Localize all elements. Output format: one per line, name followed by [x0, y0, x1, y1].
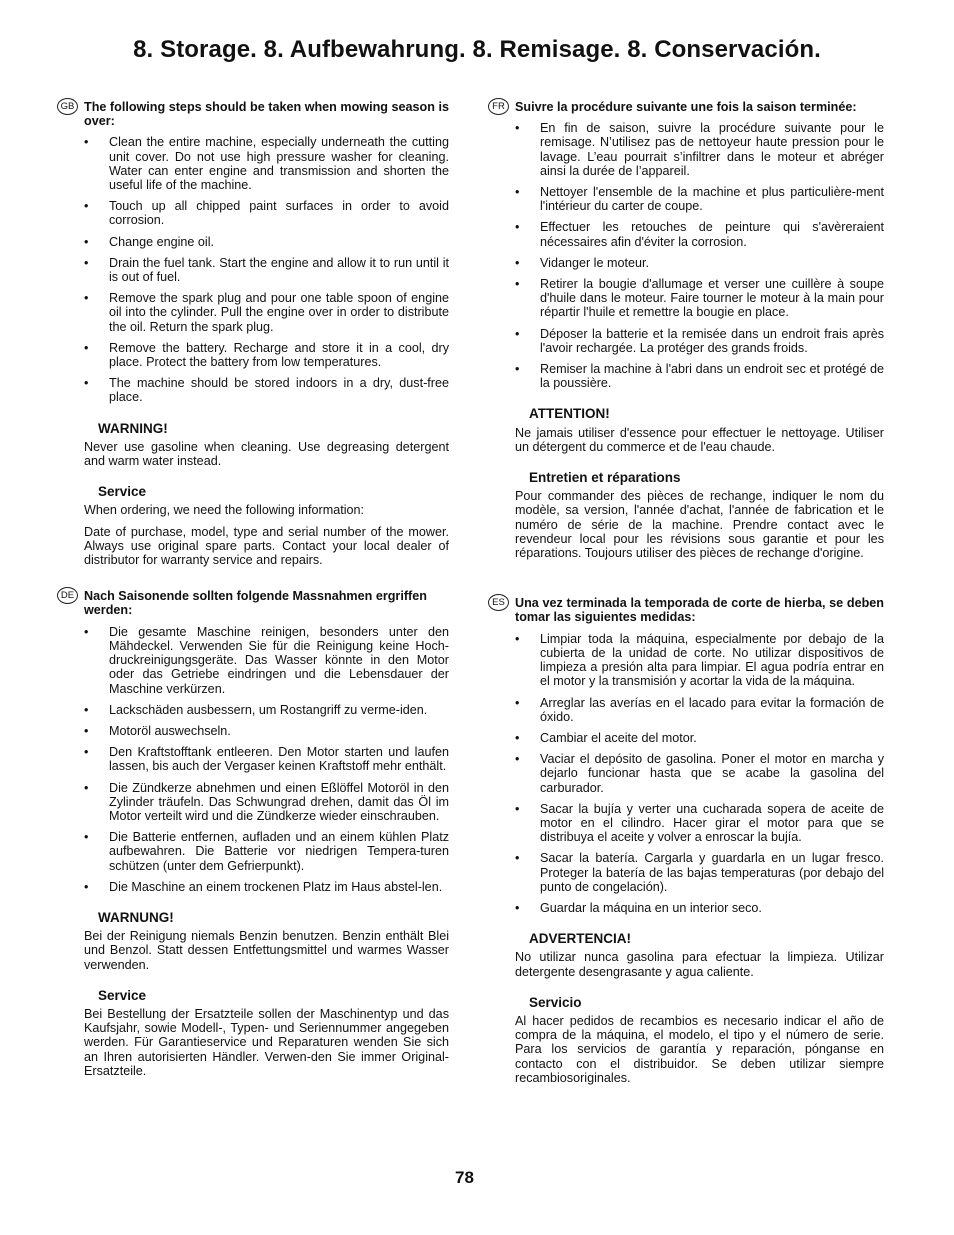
language-badge-de: DE — [57, 587, 78, 604]
section-de — [60, 589, 449, 1078]
service-paragraph: When ordering, we need the following information: — [84, 503, 365, 518]
list-item: • Vidanger le moteur. — [515, 256, 884, 270]
section-gb — [60, 100, 449, 568]
service-paragraph: Date of purchase, model, type and serial number of the mower. Always use original spare parts. Contact your local dealer of distributor for warranty service and repairs. — [84, 524, 449, 568]
language-badge-gb: GB — [57, 98, 78, 115]
page-title: 8. Storage. 8. Aufbewahrung. 8. Remisage. 8. Conservación. — [133, 36, 821, 63]
list-item: • Remove the spark plug and pour one table spoon of engine oil into the cylinder. Pull the engine over in order to distribute the oil. Return the spark plug. — [84, 291, 449, 334]
list-item: • Drain the fuel tank. Start the engine and allow it to run until it is out of fuel. — [84, 256, 449, 284]
service-heading: Entretien et réparations — [529, 470, 681, 486]
list-item: • Die gesamte Maschine reinigen, besonders unter den Mähdeckel. Verwenden Sie für die Reinigung keine Hoch-druckreinigungsgeräte. Das Wasser könnte in den Motor oder das Getriebe eindringen und die Lebensdauer der Maschine verkürzen. — [84, 625, 449, 696]
warning-heading: WARNING! — [98, 420, 168, 436]
list-item: • Den Kraftstofftank entleeren. Den Motor starten und laufen lassen, bis auch der Vergaser keinen Kraftstoff mehr enthält. — [84, 745, 449, 773]
section-es — [492, 596, 884, 1085]
steps-list — [515, 121, 884, 390]
warning-heading: WARNUNG! — [98, 909, 174, 925]
steps-list — [84, 625, 449, 894]
list-item: • Remove the battery. Recharge and store it in a cool, dry place. Protect the battery from low temperatures. — [84, 341, 449, 369]
section-intro: Una vez terminada la temporada de corte de hierba, se deben tomar las siguientes medidas: — [515, 596, 884, 625]
list-item: • Vaciar el depósito de gasolina. Poner el motor en marcha y dejarlo funcionar hasta que se acabe la gasolina del carburador. — [515, 752, 884, 795]
warning-text: No utilizar nunca gasolina para efectuar la limpieza. Utilizar detergente desengrasante y agua caliente. — [515, 950, 884, 979]
list-item: • Cambiar el aceite del motor. — [515, 731, 884, 745]
service-heading: Servicio — [529, 994, 582, 1010]
list-item: • Remiser la machine à l'abri dans un endroit sec et protégé de la poussière. — [515, 362, 884, 390]
steps-list — [515, 632, 884, 915]
list-item: • Motoröl auswechseln. — [84, 724, 449, 738]
language-badge-es: ES — [488, 594, 509, 611]
section-intro: Nach Saisonende sollten folgende Massnahmen ergriffen werden: — [84, 589, 427, 618]
left-column — [60, 100, 449, 1085]
list-item: • Die Zündkerze abnehmen und einen Eßlöffel Motoröl in den Zylinder träufeln. Das Schwungrad drehen, damit das Öl im Motor verteilt wird und die Zündkerze wieder einschrauben. — [84, 781, 449, 824]
right-column — [492, 100, 884, 1092]
service-heading: Service — [98, 987, 147, 1003]
service-paragraph: Bei Bestellung der Ersatzteile sollen der Maschinentyp und das Kaufsjahr, sowie Modell-, Typen- und Seriennummer angegeben werden. Für Garantieservice und Reparaturen wenden Sie sich an Ihren autorisierten Händler. Verwen-den Sie immer Original-Ersatzteile. — [84, 1006, 449, 1078]
service-paragraph: Pour commander des pièces de rechange, indiquer le nom du modèle, sa version, l'année d'achat, l'année de fabrication et le numéro de série de la machine. Prendre contact avec le revendeur local pour les révisions sous garantie et pour les réparations. Toujours utiliser des pièces de rechange d'origine. — [515, 489, 884, 561]
list-item: • Guardar la máquina en un interior seco. — [515, 901, 884, 915]
list-item: • Touch up all chipped paint surfaces in order to avoid corrosion. — [84, 199, 449, 227]
list-item: • Change engine oil. — [84, 235, 449, 249]
section-intro: The following steps should be taken when mowing season is over: — [84, 100, 449, 129]
page-number: 78 — [455, 1168, 474, 1187]
warning-text: Bei der Reinigung niemals Benzin benutzen. Benzin enthält Blei und Benzol. Statt dessen Entfettungsmittel und warmes Wasser verwenden. — [84, 929, 449, 972]
list-item: • Effectuer les retouches de peinture qui s'avèreraient nécessaires afin d'éviter la corrosion. — [515, 220, 884, 248]
list-item: • Sacar la batería. Cargarla y guardarla en un lugar fresco. Proteger la batería de las bajas temperaturas (por debajo del punto de congelación). — [515, 851, 884, 894]
list-item: • Limpiar toda la máquina, especialmente por debajo de la cubierta de la unidad de corte. No utilizar dispositivos de limpieza a presión alta para limpiar. El agua podría entrar en el motor y la transmisión y acortar la vida de la máquina. — [515, 632, 884, 689]
steps-list — [84, 135, 449, 404]
warning-text: Never use gasoline when cleaning. Use degreasing detergent and warm water instead. — [84, 439, 449, 469]
list-item: • Déposer la batterie et la remisée dans un endroit frais après l'avoir rechargée. La protéger des grands froids. — [515, 327, 884, 355]
list-item: • Nettoyer l'ensemble de la machine et plus particulière-ment l'intérieur du carter de coupe. — [515, 185, 884, 213]
section-intro: Suivre la procédure suivante une fois la saison terminée: — [515, 100, 857, 114]
section-fr — [492, 100, 884, 561]
warning-heading: ADVERTENCIA! — [529, 931, 632, 947]
list-item: • Die Maschine an einem trockenen Platz im Haus abstel-len. — [84, 880, 449, 894]
list-item: • The machine should be stored indoors in a dry, dust-free place. — [84, 376, 449, 404]
list-item: • Retirer la bougie d'allumage et verser une cuillère à soupe d'huile dans le moteur. Faire tourner le moteur à la main pour répartir l'huile et remettre la bougie en place. — [515, 277, 884, 320]
warning-text: Ne jamais utiliser d'essence pour effectuer le nettoyage. Utiliser un détergent du commerce et de l'eau chaude. — [515, 425, 884, 454]
service-heading: Service — [98, 484, 147, 500]
list-item: • Clean the entire machine, especially underneath the cutting unit cover. Do not use high pressure washer for cleaning. Water can enter engine and transmission and shorten the useful life of the machine. — [84, 135, 449, 192]
list-item: • En fin de saison, suivre la procédure suivante pour le remisage. N’utilisez pas de nettoyeur haute pression pour le lavage. L’eau pourrait s’infiltrer dans le moteur et abréger ainsi la durée de l’appareil. — [515, 121, 884, 178]
service-paragraph: Al hacer pedidos de recambios es necesario indicar el año de compra de la máquina, el modelo, el tipo y el número de serie. Para los servicios de garantía y reparación, pónganse en contacto con el distribuidor. Se deben utilizar siempre recambiosoriginales. — [515, 1013, 884, 1085]
list-item: • Sacar la bujía y verter una cucharada sopera de aceite de motor en el cilindro. Hacer girar el motor para que se distribuya el aceite y volver a enroscar la bujía. — [515, 802, 884, 845]
warning-heading: ATTENTION! — [529, 406, 610, 422]
list-item: • Arreglar las averías en el lacado para evitar la formación de óxido. — [515, 696, 884, 724]
language-badge-fr: FR — [488, 98, 509, 115]
list-item: • Lackschäden ausbessern, um Rostangriff zu verme-iden. — [84, 703, 449, 717]
list-item: • Die Batterie entfernen, aufladen und an einem kühlen Platz aufbewahren. Die Batterie vor niedrigen Tempera-turen schützen (unter dem Gefrierpunkt). — [84, 830, 449, 873]
